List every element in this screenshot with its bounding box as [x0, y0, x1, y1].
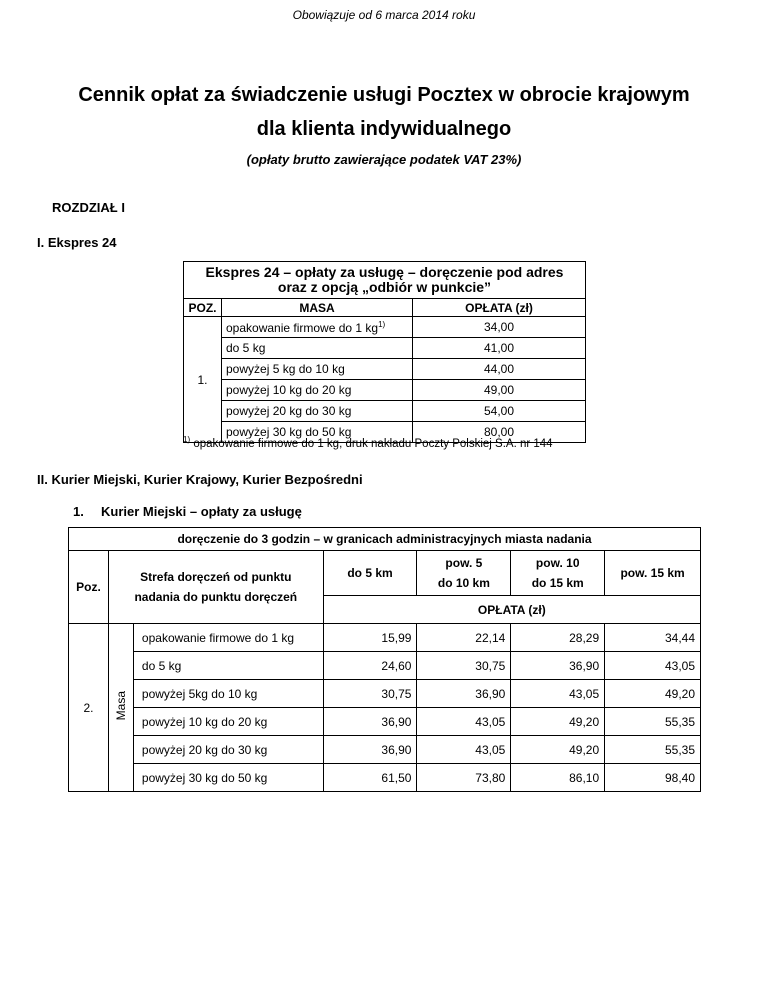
- mass-cell: do 5 kg: [222, 338, 413, 359]
- table-caption: [184, 262, 586, 299]
- effective-date-note: Obowiązuje od 6 marca 2014 roku: [292, 8, 476, 22]
- mass-cell: [222, 317, 413, 338]
- table-row: [69, 624, 701, 652]
- fee-cell: 49,20: [511, 736, 605, 764]
- zone-line2: do 15 km: [531, 576, 584, 590]
- section-heading-kurier: II. Kurier Miejski, Kurier Krajowy, Kurier Bezpośredni: [37, 472, 363, 487]
- column-header-oplata: OPŁATA (zł): [413, 299, 586, 317]
- masa-cell: [108, 624, 133, 792]
- footnote-text: opakowanie firmowe do 1 kg, druk nakładu Poczty Polskiej S.A. nr 144: [190, 437, 553, 450]
- column-header-zone: [605, 551, 701, 596]
- table-row: [69, 736, 701, 764]
- footnote-ref: 1): [378, 319, 386, 329]
- mass-cell: powyżej 20 kg do 30 kg: [133, 736, 323, 764]
- mass-cell: powyżej 5 kg do 10 kg: [222, 359, 413, 380]
- mass-cell: opakowanie firmowe do 1 kg: [133, 624, 323, 652]
- fee-cell: 43,05: [417, 708, 511, 736]
- fee-cell: 61,50: [323, 764, 417, 792]
- mass-cell: powyżej 10 kg do 20 kg: [222, 380, 413, 401]
- column-header-oplata: OPŁATA (zł): [323, 596, 700, 624]
- subsection-number: 1.: [73, 504, 84, 519]
- table-row: [184, 401, 586, 422]
- fee-cell: 30,75: [417, 652, 511, 680]
- fee-cell: 36,90: [417, 680, 511, 708]
- mass-cell: powyżej 30 kg do 50 kg: [133, 764, 323, 792]
- fee-cell: 28,29: [511, 624, 605, 652]
- column-header-strefa: [108, 551, 323, 624]
- table-caption: doręczenie do 3 godzin – w granicach administracyjnych miasta nadania: [69, 528, 701, 551]
- column-header-zone: [417, 551, 511, 596]
- fee-cell: 49,20: [511, 708, 605, 736]
- fee-cell: 30,75: [323, 680, 417, 708]
- column-header-poz: Poz.: [69, 551, 109, 624]
- caption-line2: oraz z opcją „odbiór w punkcie”: [277, 279, 492, 295]
- caption-line1: Ekspres 24 – opłaty za usługę – doręczenie pod adres: [205, 264, 564, 280]
- zone-line1: do 5 km: [347, 566, 393, 580]
- fee-cell: 43,05: [605, 652, 701, 680]
- fee-cell: 36,90: [323, 708, 417, 736]
- strefa-line1: Strefa doręczeń od punktu: [140, 570, 292, 584]
- table-row: [184, 338, 586, 359]
- mass-label: opakowanie firmowe do 1 kg: [226, 320, 379, 335]
- fee-cell: 44,00: [413, 359, 586, 380]
- ekspres-price-table: [183, 261, 586, 443]
- mass-cell: powyżej 30 kg do 50 kg: [222, 422, 413, 443]
- fee-cell: 80,00: [413, 422, 586, 443]
- table-row: [69, 652, 701, 680]
- footnote: [183, 435, 553, 450]
- fee-cell: 24,60: [323, 652, 417, 680]
- mass-cell: do 5 kg: [133, 652, 323, 680]
- fee-cell: 22,14: [417, 624, 511, 652]
- fee-cell: 43,05: [417, 736, 511, 764]
- fee-cell: 36,90: [323, 736, 417, 764]
- table-row: [184, 380, 586, 401]
- mass-cell: powyżej 10 kg do 20 kg: [133, 708, 323, 736]
- poz-cell: 2.: [69, 624, 109, 792]
- footnote-mark: 1): [183, 435, 191, 444]
- subsection-heading-kurier-miejski: [73, 504, 302, 519]
- fee-cell: 55,35: [605, 736, 701, 764]
- section-heading-ekspres: I. Ekspres 24: [37, 235, 117, 250]
- column-header-masa: MASA: [222, 299, 413, 317]
- column-header-zone: [511, 551, 605, 596]
- zone-line1: pow. 10: [535, 556, 580, 570]
- mass-cell: powyżej 5kg do 10 kg: [133, 680, 323, 708]
- masa-label: Masa: [113, 691, 128, 721]
- fee-cell: 34,00: [413, 317, 586, 338]
- column-header-zone: [323, 551, 417, 596]
- fee-cell: 15,99: [323, 624, 417, 652]
- fee-cell: 36,90: [511, 652, 605, 680]
- fee-cell: 55,35: [605, 708, 701, 736]
- document-subtitle: (opłaty brutto zawierające podatek VAT 23%): [246, 152, 522, 167]
- fee-cell: 98,40: [605, 764, 701, 792]
- chapter-heading: ROZDZIAŁ I: [52, 200, 125, 215]
- fee-cell: 86,10: [511, 764, 605, 792]
- fee-cell: 73,80: [417, 764, 511, 792]
- table-row: [69, 764, 701, 792]
- document-title: Cennik opłat za świadczenie usługi Pocztex w obrocie krajowym: [78, 84, 690, 106]
- column-header-poz: POZ.: [184, 299, 222, 317]
- table-row: [184, 317, 586, 338]
- fee-cell: 54,00: [413, 401, 586, 422]
- document-title-line2: dla klienta indywidualnego: [256, 118, 512, 140]
- strefa-line2: nadania do punktu doręczeń: [134, 590, 298, 604]
- table-row: [184, 359, 586, 380]
- fee-cell: 49,00: [413, 380, 586, 401]
- fee-cell: 41,00: [413, 338, 586, 359]
- poz-cell: 1.: [184, 317, 222, 443]
- fee-cell: 43,05: [511, 680, 605, 708]
- table-row: [69, 680, 701, 708]
- fee-cell: 49,20: [605, 680, 701, 708]
- mass-cell: powyżej 20 kg do 30 kg: [222, 401, 413, 422]
- zone-line1: pow. 5: [445, 556, 483, 570]
- subsection-title: Kurier Miejski – opłaty za usługę: [101, 504, 302, 519]
- zone-line2: do 10 km: [437, 576, 490, 590]
- kurier-miejski-price-table: [68, 527, 701, 792]
- zone-line1: pow. 15 km: [620, 566, 685, 580]
- fee-cell: 34,44: [605, 624, 701, 652]
- table-row: [69, 708, 701, 736]
